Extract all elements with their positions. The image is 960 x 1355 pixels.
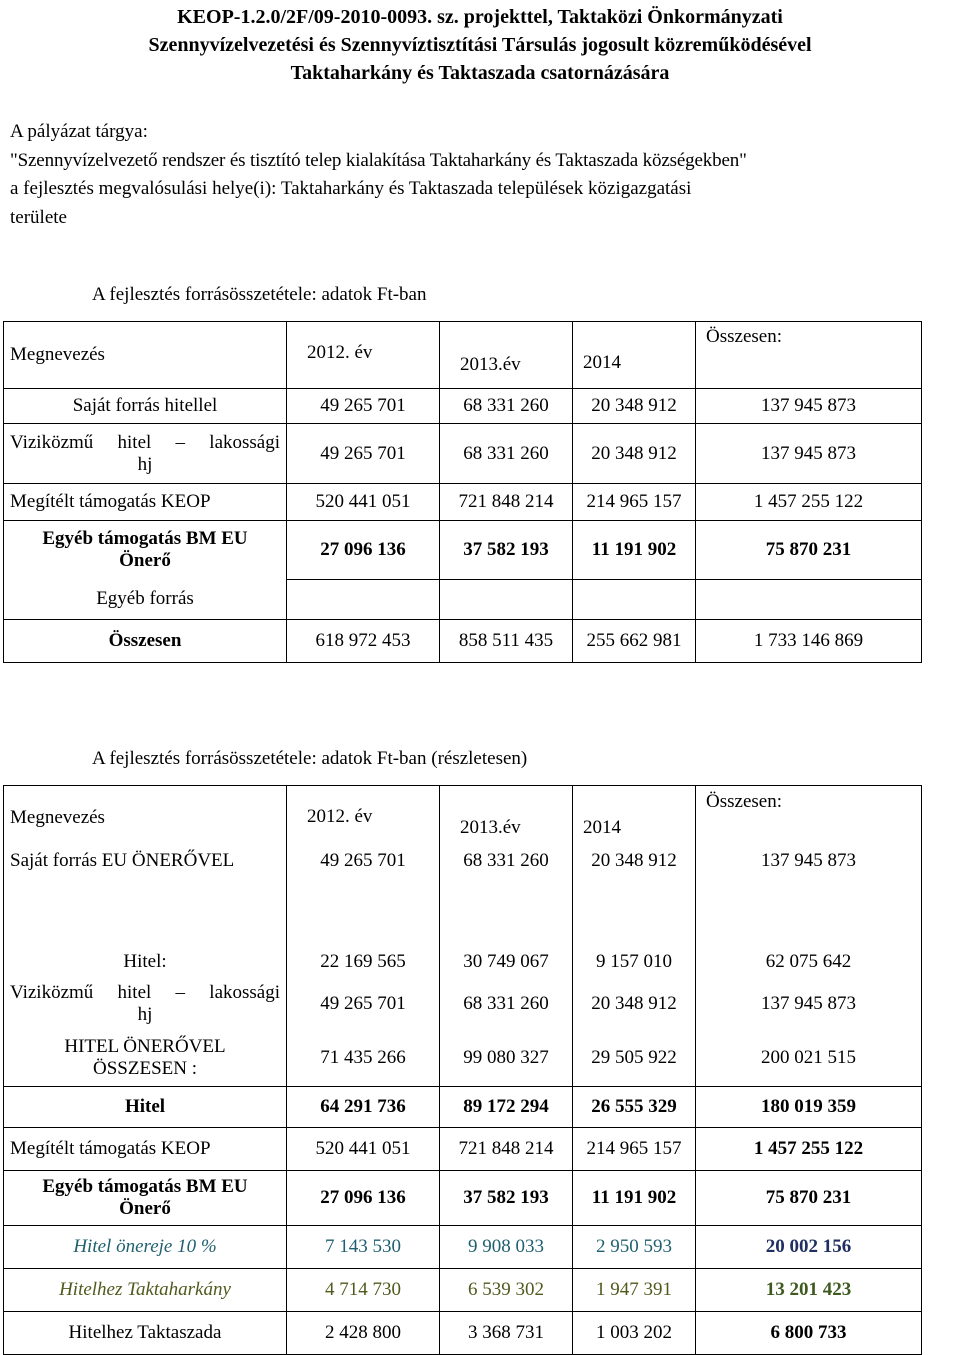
cell-2014: 2 950 593 bbox=[573, 1226, 696, 1269]
cell-2014: 214 965 157 bbox=[573, 484, 696, 521]
header-2013: 2013.év bbox=[440, 322, 573, 389]
row-label-line-2: hj bbox=[137, 1003, 153, 1025]
cell-total: 1 457 255 122 bbox=[696, 1128, 922, 1171]
cell-2013: 99 080 327 bbox=[440, 1031, 573, 1087]
table-row bbox=[4, 1226, 922, 1269]
header-total: Összesen: bbox=[696, 322, 922, 389]
cell-2014: 9 157 010 bbox=[573, 947, 696, 977]
table-row bbox=[4, 1269, 922, 1312]
table-row bbox=[4, 1128, 922, 1171]
spacer-cell bbox=[4, 880, 287, 947]
cell-total: 1 733 146 869 bbox=[696, 620, 922, 663]
row-label-line-2: Önerő bbox=[119, 1198, 171, 1219]
subject-text: "Szennyvízelvezető rendszer és tisztító telep kialakítása Taktaharkány és Taktaszada községekben" bbox=[10, 150, 747, 171]
row-label: Hitelhez Taktaharkány bbox=[4, 1269, 287, 1312]
cell-2013: 89 172 294 bbox=[440, 1087, 573, 1128]
cell-2014: 11 191 902 bbox=[573, 521, 696, 580]
row-label: Hitel: bbox=[4, 947, 287, 977]
row-label: Saját forrás EU ÖNERŐVEL bbox=[4, 846, 287, 880]
table-row bbox=[4, 521, 922, 580]
cell-2012: 49 265 701 bbox=[287, 846, 440, 880]
cell-2012: 49 265 701 bbox=[287, 424, 440, 484]
cell-total: 180 019 359 bbox=[696, 1087, 922, 1128]
cell-2014: 11 191 902 bbox=[573, 1171, 696, 1226]
funding-table bbox=[3, 321, 922, 663]
cell-2012 bbox=[287, 580, 440, 620]
table-row bbox=[4, 1171, 922, 1226]
cell-2013: 68 331 260 bbox=[440, 977, 573, 1031]
cell-total: 75 870 231 bbox=[696, 1171, 922, 1226]
cell-total: 62 075 642 bbox=[696, 947, 922, 977]
row-label: Hitel önereje 10 % bbox=[4, 1226, 287, 1269]
cell-2012: 520 441 051 bbox=[287, 484, 440, 521]
row-label-line-2: ÖSSZESEN : bbox=[93, 1058, 197, 1080]
cell-total: 13 201 423 bbox=[696, 1269, 922, 1312]
cell-2014: 20 348 912 bbox=[573, 424, 696, 484]
table-row bbox=[4, 947, 922, 977]
cell-2014: 20 348 912 bbox=[573, 977, 696, 1031]
cell-2012: 27 096 136 bbox=[287, 1171, 440, 1226]
table-row bbox=[4, 620, 922, 663]
row-label-line-1: Egyéb támogatás BM EU bbox=[42, 528, 248, 550]
row-label: Összesen bbox=[4, 620, 287, 663]
table-header-row bbox=[4, 786, 922, 846]
cell-total: 137 945 873 bbox=[696, 977, 922, 1031]
row-label: Saját forrás hitellel bbox=[4, 389, 287, 424]
spacer-cell bbox=[287, 880, 440, 947]
cell-total: 1 457 255 122 bbox=[696, 484, 922, 521]
cell-2014: 20 348 912 bbox=[573, 846, 696, 880]
cell-total: 137 945 873 bbox=[696, 389, 922, 424]
table-row bbox=[4, 1031, 922, 1087]
header-line-3: Taktaharkány és Taktaszada csatornázására bbox=[290, 62, 670, 84]
location-line-1: a fejlesztés megvalósulási helye(i): Taktaharkány és Taktaszada települések közigazgatási bbox=[10, 178, 692, 199]
header-2013: 2013.év bbox=[440, 786, 573, 846]
cell-2014 bbox=[573, 580, 696, 620]
cell-2014: 26 555 329 bbox=[573, 1087, 696, 1128]
location-line-2: területe bbox=[10, 207, 67, 228]
cell-2012: 64 291 736 bbox=[287, 1087, 440, 1128]
table-row bbox=[4, 1087, 922, 1128]
cell-2012: 520 441 051 bbox=[287, 1128, 440, 1171]
cell-2012: 27 096 136 bbox=[287, 521, 440, 580]
table-row bbox=[4, 484, 922, 521]
cell-total: 20 002 156 bbox=[696, 1226, 922, 1269]
row-label-line-2: Önerő bbox=[119, 550, 171, 572]
spacer-cell bbox=[440, 880, 573, 947]
cell-2014: 214 965 157 bbox=[573, 1128, 696, 1171]
table-row bbox=[4, 977, 922, 1031]
row-label bbox=[4, 977, 287, 1031]
cell-2014: 1 003 202 bbox=[573, 1312, 696, 1355]
cell-2012: 71 435 266 bbox=[287, 1031, 440, 1087]
subject-label: A pályázat tárgya: bbox=[10, 121, 148, 142]
row-label bbox=[4, 1171, 287, 1226]
header-2014: 2014 bbox=[573, 786, 696, 846]
cell-2014: 1 947 391 bbox=[573, 1269, 696, 1312]
row-label-line-1: Egyéb támogatás BM EU bbox=[42, 1176, 248, 1197]
cell-total: 6 800 733 bbox=[696, 1312, 922, 1355]
cell-total: 200 021 515 bbox=[696, 1031, 922, 1087]
table1-title: A fejlesztés forrásösszetétele: adatok Ft-ban bbox=[92, 284, 427, 305]
header-name: Megnevezés bbox=[4, 322, 287, 389]
cell-2012: 22 169 565 bbox=[287, 947, 440, 977]
row-label-line-2: hj bbox=[137, 453, 153, 475]
row-label bbox=[4, 424, 287, 484]
header-line-1: KEOP-1.2.0/2F/09-2010-0093. sz. projekttel, Taktaközi Önkormányzati bbox=[177, 6, 783, 28]
cell-2014: 29 505 922 bbox=[573, 1031, 696, 1087]
header-2014: 2014 bbox=[573, 322, 696, 389]
cell-2013: 30 749 067 bbox=[440, 947, 573, 977]
header-2012: 2012. év bbox=[287, 322, 440, 389]
cell-2013: 68 331 260 bbox=[440, 846, 573, 880]
table2-title: A fejlesztés forrásösszetétele: adatok Ft-ban (részletesen) bbox=[92, 748, 528, 769]
header-total: Összesen: bbox=[696, 786, 922, 846]
cell-2014: 255 662 981 bbox=[573, 620, 696, 663]
cell-2012: 49 265 701 bbox=[287, 977, 440, 1031]
cell-total: 75 870 231 bbox=[696, 521, 922, 580]
cell-2013: 9 908 033 bbox=[440, 1226, 573, 1269]
spacer-cell bbox=[696, 880, 922, 947]
table-row bbox=[4, 1312, 922, 1355]
header-line-2: Szennyvízelvezetési és Szennyvíztisztítási Társulás jogosult közreműködésével bbox=[148, 34, 812, 56]
cell-2012: 7 143 530 bbox=[287, 1226, 440, 1269]
cell-2013: 68 331 260 bbox=[440, 424, 573, 484]
row-label: Hitelhez Taktaszada bbox=[4, 1312, 287, 1355]
row-label: Hitel bbox=[4, 1087, 287, 1128]
table-header-row bbox=[4, 322, 922, 389]
row-label: Megítélt támogatás KEOP bbox=[4, 484, 287, 521]
table-row bbox=[4, 389, 922, 424]
cell-2012: 49 265 701 bbox=[287, 389, 440, 424]
row-label: Megítélt támogatás KEOP bbox=[4, 1128, 287, 1171]
cell-total bbox=[696, 580, 922, 620]
cell-2013: 37 582 193 bbox=[440, 521, 573, 580]
header-name: Megnevezés bbox=[4, 786, 287, 846]
cell-2013: 721 848 214 bbox=[440, 484, 573, 521]
row-label-line-1: Viziközmű hitel – lakossági bbox=[10, 431, 280, 453]
funding-detail-table bbox=[3, 785, 922, 1355]
cell-total: 137 945 873 bbox=[696, 846, 922, 880]
cell-2013: 68 331 260 bbox=[440, 389, 573, 424]
cell-2013 bbox=[440, 580, 573, 620]
row-label-line-1: HITEL ÖNERŐVEL bbox=[64, 1036, 226, 1058]
row-label: Egyéb forrás bbox=[4, 580, 287, 620]
cell-2013: 858 511 435 bbox=[440, 620, 573, 663]
cell-2014: 20 348 912 bbox=[573, 389, 696, 424]
table-row-spacer bbox=[4, 880, 922, 947]
table-row bbox=[4, 846, 922, 880]
row-label bbox=[4, 521, 287, 580]
table-row bbox=[4, 424, 922, 484]
header-2012: 2012. év bbox=[287, 786, 440, 846]
cell-2013: 37 582 193 bbox=[440, 1171, 573, 1226]
table-row bbox=[4, 580, 922, 620]
cell-total: 137 945 873 bbox=[696, 424, 922, 484]
spacer-cell bbox=[573, 880, 696, 947]
row-label-line-1: Viziközmű hitel – lakossági bbox=[10, 981, 280, 1003]
cell-2013: 6 539 302 bbox=[440, 1269, 573, 1312]
cell-2012: 2 428 800 bbox=[287, 1312, 440, 1355]
cell-2013: 3 368 731 bbox=[440, 1312, 573, 1355]
cell-2013: 721 848 214 bbox=[440, 1128, 573, 1171]
row-label bbox=[4, 1031, 287, 1087]
cell-2012: 618 972 453 bbox=[287, 620, 440, 663]
cell-2012: 4 714 730 bbox=[287, 1269, 440, 1312]
